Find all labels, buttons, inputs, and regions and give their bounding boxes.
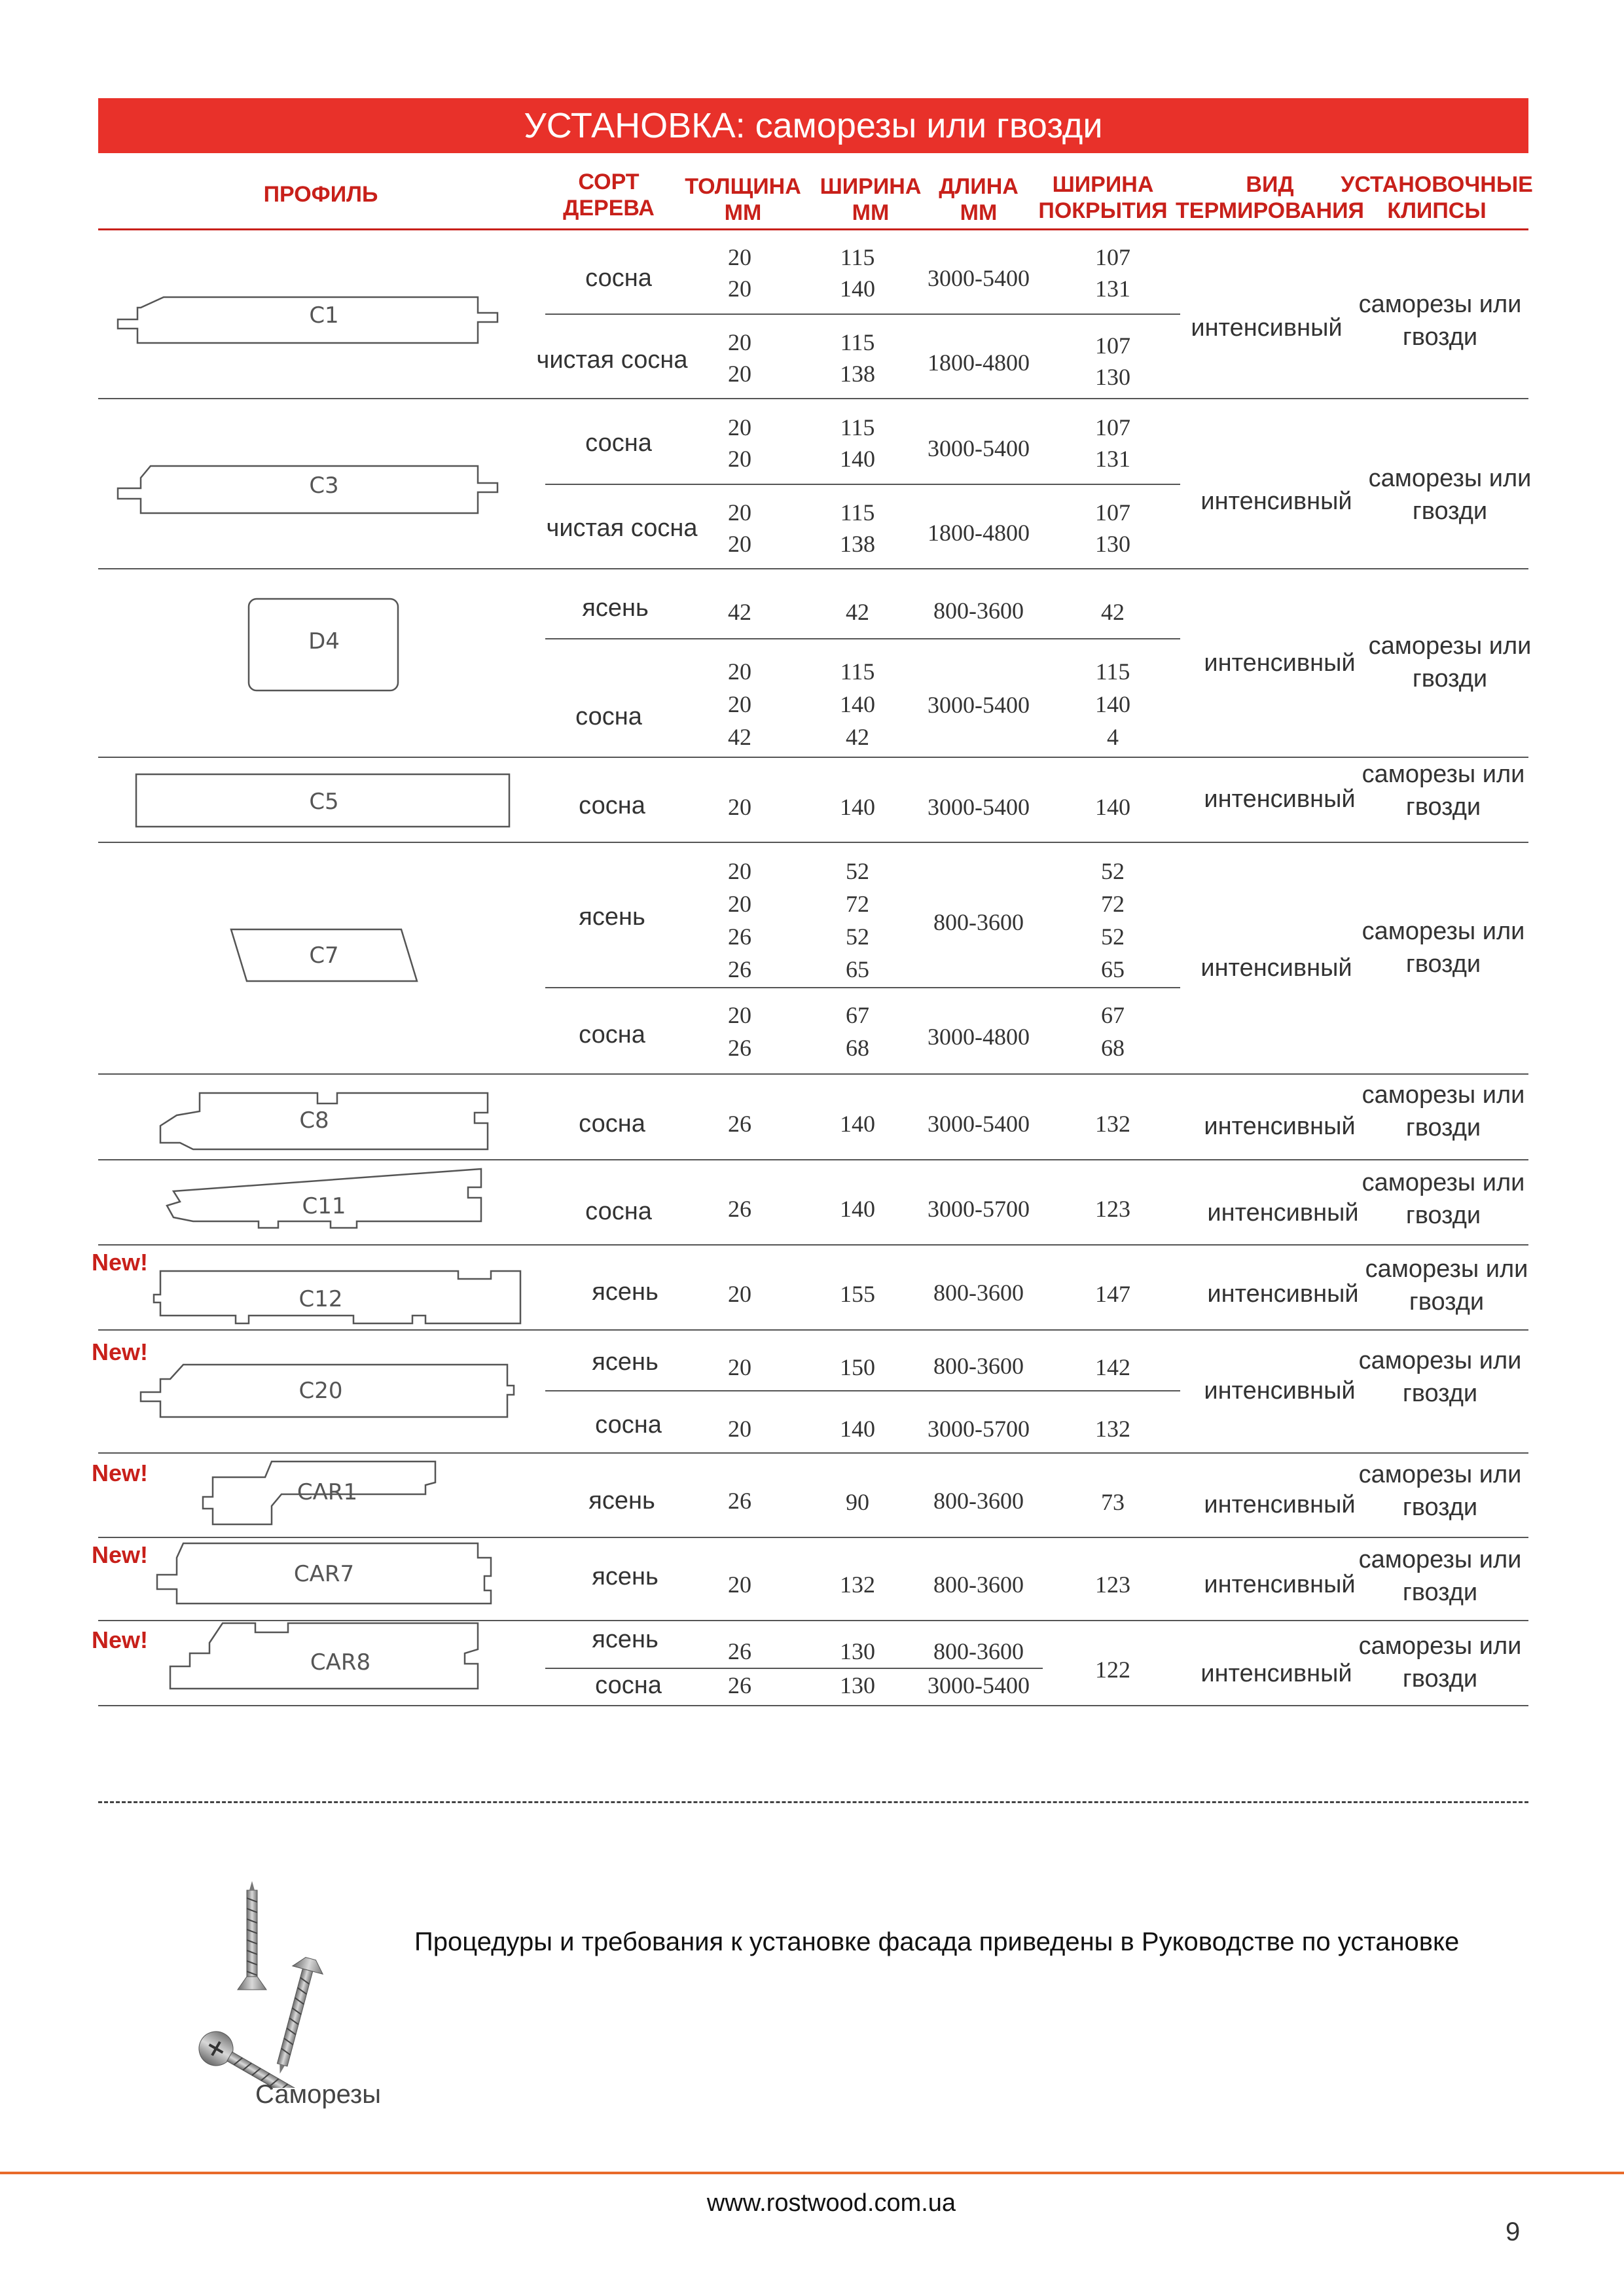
length-cell: 3000-5400: [928, 435, 1030, 461]
sub-divider: [545, 484, 1180, 485]
grade-cell: ясень: [592, 1348, 659, 1376]
header-width: ШИРИНА ММ: [820, 174, 922, 225]
width-cell: 115 138: [840, 499, 875, 557]
row-divider: [98, 1244, 1528, 1246]
footer-rule: [0, 2172, 1624, 2174]
clips-cell: саморезы или гвозди: [1358, 1461, 1522, 1521]
thermo-cell: интенсивный: [1204, 1571, 1356, 1598]
coverage-cell: 123: [1095, 1571, 1130, 1598]
clips-cell: саморезы или гвозди: [1358, 1347, 1522, 1407]
thickness-cell: 26: [728, 1638, 751, 1664]
length-cell: 800-3600: [933, 598, 1024, 624]
grade-cell: ясень: [592, 1278, 659, 1306]
profile-c5-label: C5: [309, 789, 339, 815]
coverage-cell: 122: [1095, 1657, 1130, 1683]
coverage-cell: 107 131: [1095, 414, 1130, 472]
width-cell: 67 68: [846, 1002, 869, 1061]
width-cell: 130: [840, 1672, 875, 1698]
width-cell: 90: [846, 1489, 869, 1515]
row-divider: [98, 1329, 1528, 1331]
thickness-cell: 20: [728, 1281, 751, 1307]
thermo-cell: интенсивный: [1207, 1199, 1359, 1227]
header-profile: ПРОФИЛЬ: [263, 182, 378, 207]
thickness-cell: 20 20: [728, 414, 751, 472]
coverage-cell: 140: [1095, 794, 1130, 820]
thermo-cell: интенсивный: [1204, 1113, 1356, 1140]
grade-cell: сосна: [585, 1198, 652, 1225]
length-cell: 3000-5400: [928, 794, 1030, 820]
profile-c1-label: C1: [309, 302, 339, 329]
thickness-cell: 20 20 42: [728, 658, 751, 750]
clips-cell: саморезы или гвозди: [1365, 1255, 1528, 1316]
header-length: ДЛИНА ММ: [939, 174, 1019, 225]
grade-cell: ясень: [588, 1487, 655, 1515]
clips-cell: саморезы или гвозди: [1358, 291, 1522, 351]
thermo-cell: интенсивный: [1200, 488, 1352, 515]
thickness-cell: 20: [728, 794, 751, 820]
new-badge-car1: New!: [92, 1460, 149, 1486]
thickness-cell: 26: [728, 1196, 751, 1222]
grade-cell: ясень: [592, 1563, 659, 1590]
length-cell: 800-3600: [933, 1571, 1024, 1598]
width-cell: 155: [840, 1281, 875, 1307]
grade-cell: сосна: [595, 1411, 662, 1439]
section-separator: [98, 1801, 1528, 1803]
thermo-cell: интенсивный: [1204, 1377, 1356, 1405]
header-thickness: ТОЛЩИНА ММ: [685, 174, 801, 225]
header-coverage: ШИРИНА ПОКРЫТИЯ: [1038, 172, 1168, 223]
clips-cell: саморезы или гвозди: [1368, 465, 1532, 525]
profile-c12-label: C12: [298, 1286, 343, 1312]
clips-cell: саморезы или гвозди: [1362, 1081, 1525, 1141]
thermo-cell: интенсивный: [1204, 785, 1356, 813]
sub-divider: [545, 1390, 1180, 1391]
installation-note: Процедуры и требования к установке фасада приведены в Руководстве по установке: [414, 1928, 1460, 1956]
thickness-cell: 26: [728, 1672, 751, 1698]
grade-cell: чистая сосна: [536, 346, 688, 374]
coverage-cell: 147: [1095, 1281, 1130, 1307]
thickness-cell: 42: [728, 599, 751, 625]
sub-divider: [545, 314, 1180, 315]
profile-c11-label: C11: [302, 1193, 346, 1219]
thickness-cell: 26: [728, 1488, 751, 1514]
coverage-cell: 52 72 52 65: [1101, 858, 1125, 982]
row-divider: [98, 757, 1528, 758]
profile-car7-label: CAR7: [293, 1561, 355, 1587]
grade-cell: чистая сосна: [546, 514, 698, 542]
coverage-cell: 107 130: [1095, 332, 1130, 390]
clips-cell: саморезы или гвозди: [1358, 1546, 1522, 1606]
width-cell: 140: [840, 1111, 875, 1137]
width-cell: 52 72 52 65: [846, 858, 869, 982]
coverage-cell: 107 130: [1095, 499, 1130, 557]
header-thermo: ВИД ТЕРМИРОВАНИЯ: [1176, 172, 1364, 223]
coverage-cell: 142: [1095, 1354, 1130, 1380]
screws-caption: Саморезы: [255, 2080, 382, 2109]
grade-cell: сосна: [585, 264, 652, 292]
width-cell: 140: [840, 1416, 875, 1442]
length-cell: 3000-5400: [928, 1672, 1030, 1698]
clips-cell: саморезы или гвозди: [1368, 632, 1532, 692]
length-cell: 800-3600: [933, 1353, 1024, 1379]
grade-cell: сосна: [579, 792, 645, 819]
length-cell: 800-3600: [933, 1488, 1024, 1514]
screws-icon: [118, 1872, 353, 2088]
page-banner: УСТАНОВКА: саморезы или гвозди: [98, 98, 1528, 153]
profile-c8-label: C8: [299, 1107, 329, 1134]
width-cell: 140: [840, 1196, 875, 1222]
thickness-cell: 26: [728, 1111, 751, 1137]
width-cell: 130: [840, 1638, 875, 1664]
coverage-cell: 107 131: [1095, 244, 1130, 302]
length-cell: 1800-4800: [928, 350, 1030, 376]
thermo-cell: интенсивный: [1204, 649, 1356, 677]
length-cell: 3000-5700: [928, 1416, 1030, 1442]
length-cell: 800-3600: [933, 1638, 1024, 1664]
width-cell: 115 138: [840, 329, 875, 387]
new-badge-car7: New!: [92, 1541, 149, 1568]
grade-cell: ясень: [582, 594, 649, 622]
grade-cell: сосна: [595, 1672, 662, 1699]
thickness-cell: 20 20: [728, 329, 751, 387]
grade-cell: сосна: [579, 1110, 645, 1138]
thermo-cell: интенсивный: [1200, 1660, 1352, 1687]
thickness-cell: 20 20: [728, 499, 751, 557]
thickness-cell: 20 20: [728, 244, 751, 302]
new-badge-c12: New!: [92, 1249, 149, 1276]
row-divider: [98, 1452, 1528, 1454]
length-cell: 800-3600: [933, 1280, 1024, 1306]
website-link[interactable]: www.rostwood.com.ua: [706, 2189, 956, 2217]
clips-cell: саморезы или гвозди: [1358, 1632, 1522, 1693]
header-clips: УСТАНОВОЧНЫЕ КЛИПСЫ: [1341, 172, 1533, 223]
page-number: 9: [1506, 2217, 1521, 2246]
profile-c3-label: C3: [309, 473, 339, 499]
clips-cell: саморезы или гвозди: [1362, 918, 1525, 978]
sub-divider: [545, 638, 1180, 639]
header-grade: СОРТ ДЕРЕВА: [563, 170, 655, 221]
thickness-cell: 20 26: [728, 1002, 751, 1061]
new-badge-car8: New!: [92, 1626, 149, 1653]
thermo-cell: интенсивный: [1191, 314, 1343, 342]
coverage-cell: 73: [1101, 1489, 1125, 1515]
thermo-cell: интенсивный: [1200, 954, 1352, 982]
header-rule: [98, 228, 1528, 230]
clips-cell: саморезы или гвозди: [1362, 1169, 1525, 1229]
length-cell: 3000-5400: [928, 1111, 1030, 1137]
width-cell: 150: [840, 1354, 875, 1380]
thermo-cell: интенсивный: [1207, 1280, 1359, 1308]
row-divider: [98, 1159, 1528, 1160]
width-cell: 132: [840, 1571, 875, 1598]
clips-cell: саморезы или гвозди: [1362, 761, 1525, 821]
row-divider: [98, 842, 1528, 843]
row-divider: [98, 1073, 1528, 1075]
coverage-cell: 123: [1095, 1196, 1130, 1222]
width-cell: 42: [846, 599, 869, 625]
length-cell: 3000-5400: [928, 265, 1030, 291]
coverage-cell: 42: [1101, 599, 1125, 625]
new-badge-c20: New!: [92, 1338, 149, 1365]
width-cell: 115 140: [840, 414, 875, 472]
coverage-cell: 67 68: [1101, 1002, 1125, 1061]
profile-car1-label: CAR1: [297, 1479, 358, 1505]
profile-c20-label: C20: [298, 1378, 343, 1404]
row-divider: [98, 568, 1528, 569]
thermo-cell: интенсивный: [1204, 1491, 1356, 1518]
coverage-cell: 115 140 4: [1095, 658, 1130, 750]
sub-divider: [545, 1668, 1043, 1669]
profile-c7-label: C7: [309, 942, 339, 969]
thickness-cell: 20 20 26 26: [728, 858, 751, 982]
grade-cell: ясень: [579, 903, 645, 931]
sub-divider: [545, 987, 1180, 988]
grade-cell: сосна: [579, 1021, 645, 1049]
length-cell: 3000-4800: [928, 1024, 1030, 1050]
length-cell: 1800-4800: [928, 520, 1030, 546]
thickness-cell: 20: [728, 1354, 751, 1380]
grade-cell: ясень: [592, 1626, 659, 1653]
thickness-cell: 20: [728, 1571, 751, 1598]
profile-d4-label: D4: [308, 628, 340, 655]
width-cell: 140: [840, 794, 875, 820]
row-divider: [98, 398, 1528, 399]
coverage-cell: 132: [1095, 1416, 1130, 1442]
profile-car8-label: CAR8: [310, 1649, 371, 1676]
length-cell: 3000-5700: [928, 1196, 1030, 1222]
coverage-cell: 132: [1095, 1111, 1130, 1137]
grade-cell: сосна: [575, 703, 642, 730]
width-cell: 115 140 42: [840, 658, 875, 750]
row-divider: [98, 1705, 1528, 1706]
length-cell: 3000-5400: [928, 692, 1030, 718]
thickness-cell: 20: [728, 1416, 751, 1442]
length-cell: 800-3600: [933, 909, 1024, 935]
width-cell: 115 140: [840, 244, 875, 302]
grade-cell: сосна: [585, 429, 652, 457]
